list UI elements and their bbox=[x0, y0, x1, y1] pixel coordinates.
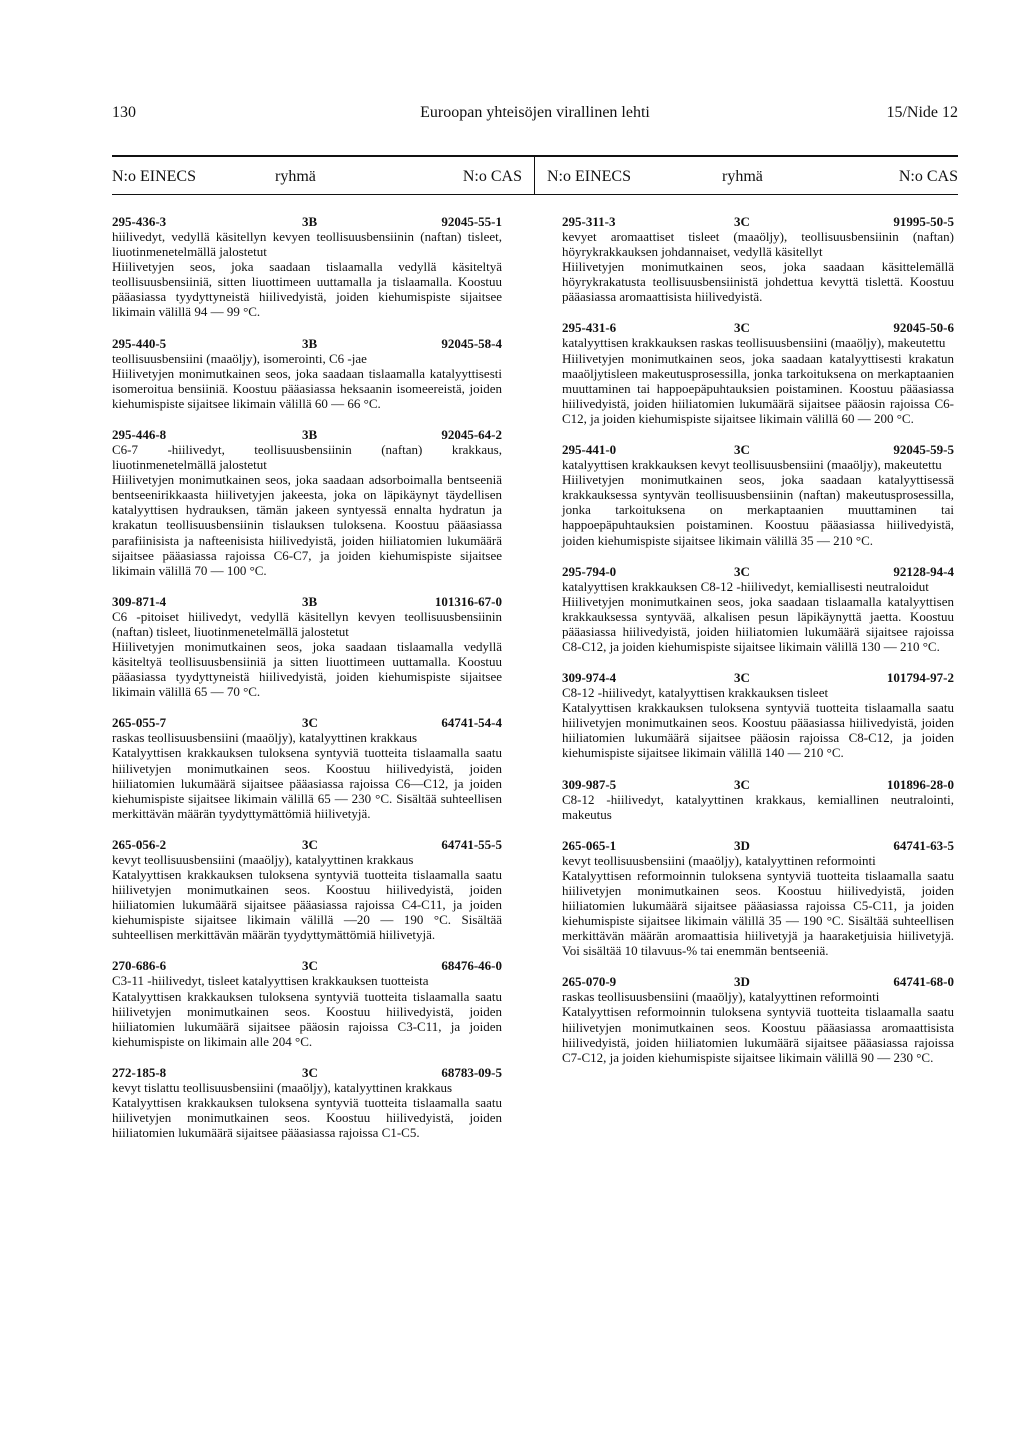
group-code: 3C bbox=[302, 958, 318, 974]
cas-number: 64741-63-5 bbox=[893, 837, 954, 853]
substance-description: Hiilivetyjen monimutkainen seos, joka saadaan tislaamalla katalyyttisen krakkauksessa syntyvää, alkalisen pesun läpikäynyttä jaetta. Koostuu pääasiassa hiilivedyistä, joiden hiiliatomien lukumäärä sijaitsee rajoissa C8-C12, ja joiden kiehumispiste sijaitsee likimain välillä 130 — 210 °C. bbox=[562, 593, 954, 654]
cas-heading: N:o CAS bbox=[462, 168, 522, 185]
substance-description: Katalyyttisen krakkauksen tuloksena syntyviä tuotteita tislaamalla saatu hiilivetyjen monimutkainen seos. Koostuu pääasiassa hiilivedyistä, joiden hiiliatomien lukumäärä sijaitsee pääosin rajoissa C8-C12, ja joiden kiehumispiste sijaitsee likimain välillä 140 — 210 °C. bbox=[562, 700, 954, 761]
entry-header bbox=[562, 320, 954, 335]
einecs-number: 270-686-6 bbox=[112, 958, 167, 974]
right-column-header bbox=[547, 168, 958, 190]
cas-heading: N:o CAS bbox=[898, 168, 958, 185]
left-column-header bbox=[112, 168, 522, 190]
group-code: 3B bbox=[302, 335, 318, 351]
journal-title: Euroopan yhteisöjen virallinen lehti bbox=[420, 104, 650, 121]
einecs-number: 272-185-8 bbox=[112, 1064, 167, 1080]
cas-number: 92045-64-2 bbox=[441, 426, 502, 442]
group-code: 3D bbox=[734, 837, 750, 853]
einecs-number: 265-070-9 bbox=[562, 974, 617, 990]
substance-entry bbox=[112, 594, 502, 700]
einecs-number: 295-436-3 bbox=[112, 214, 167, 229]
substance-description: Hiilivetyjen seos, joka saadaan tislaamalla vedyllä käsiteltyä teollisuusbensiiniä, sitten liuottimeen uuttamalla ja tislaamalla. Koostuu pääasiassa tyydyttyneistä hiilivedyistä, joiden kiehumispiste sijaitsee likimain välillä 94 — 99 °C. bbox=[112, 259, 502, 320]
cas-number: 101794-97-2 bbox=[886, 670, 954, 686]
substance-description: Katalyyttisen krakkauksen tuloksena syntyviä tuotteita tislaamalla saatu hiilivetyjen monimutkainen seos. Koostuu hiilivedyistä, joiden hiiliatomien lukumäärä sijaitsee pääosin rajoissa C3-C11, ja joiden kiehumispiste on likimain alle 204 °C. bbox=[112, 988, 502, 1049]
substance-entry bbox=[112, 837, 502, 943]
einecs-number: 295-441-0 bbox=[562, 442, 617, 458]
einecs-number: 295-311-3 bbox=[562, 214, 616, 229]
einecs-number: 309-974-4 bbox=[562, 670, 617, 686]
einecs-number: 295-446-8 bbox=[112, 426, 167, 442]
substance-name: hiilivedyt, vedyllä käsitellyn kevyen teollisuusbensiinin (naftan) tisleet, liuotinmenetelmällä jalostetut bbox=[112, 229, 502, 260]
group-code: 3B bbox=[302, 593, 318, 609]
group-heading: ryhmä bbox=[722, 168, 763, 185]
cas-number: 64741-54-4 bbox=[441, 715, 502, 731]
substance-entry bbox=[562, 838, 954, 959]
entry-header bbox=[112, 837, 502, 852]
substance-entry bbox=[562, 214, 954, 304]
cas-number: 92045-58-4 bbox=[441, 335, 502, 351]
cas-number: 68783-09-5 bbox=[441, 1064, 502, 1080]
group-code: 3C bbox=[302, 836, 318, 852]
group-code: 3C bbox=[734, 320, 750, 336]
substance-name: teollisuusbensiini (maaöljy), isomerointi, C6 -jae bbox=[112, 350, 367, 366]
substance-name: kevyt teollisuusbensiini (maaöljy), katalyyttinen reformointi bbox=[562, 852, 876, 868]
einecs-heading: N:o EINECS bbox=[547, 168, 631, 185]
substance-entry bbox=[562, 670, 954, 760]
substance-description: Hiilivetyjen monimutkainen seos, joka saadaan katalyyttisesti krakatun maaöljytisleen makeutusprosessilla, jonka tarkoituksena on merkaptaanien muuttaminen tai happoepäpuhtauksien poistaminen. Koostuu pääasiassa hiilivedyistä, joiden hiiliatomien lukumäärä sijaitsee pääosin rajoissa C6-C12, ja joiden kiehumispiste sijaitsee likimain välillä 60 — 200 °C. bbox=[562, 350, 954, 426]
einecs-number: 295-431-6 bbox=[562, 320, 617, 336]
cas-number: 64741-68-0 bbox=[893, 974, 954, 990]
right-column bbox=[562, 214, 954, 1081]
substance-name: kevyet aromaattiset tisleet (maaöljy), teollisuusbensiinin (naftan) höyrykrakkauksen johdannaiset, vedyllä käsitellyt bbox=[562, 229, 954, 260]
entry-header bbox=[562, 670, 954, 685]
substance-entry bbox=[112, 336, 502, 411]
substance-description: Katalyyttisen reformoinnin tuloksena syntyviä tuotteita tislaamalla saatu hiilivetyjen monimutkainen seos. Koostuu hiilivedyistä, joiden hiiliatomien lukumäärä sijaitsee pääasiassa rajoissa C5-C11, ja joiden kiehumispiste sijaitsee likimain välillä 35 — 190 °C. Sisältää suhteellisen merkittävän määrän aromaattisia hiilivetyjä ja haaraketjuisia hiilivetyjä. Voi sisältää 10 tilavuus-% tai enemmän bentseeniä. bbox=[562, 867, 954, 959]
entry-header bbox=[112, 214, 502, 229]
substance-description: Katalyyttisen reformoinnin tuloksena syntyviä tuotteita tislaamalla saatu hiilivetyjen monimutkainen seos. Koostuu pääasiassa aromaattisista hiilivedyistä, joiden hiiliatomien lukumäärä sijaitsee pääasiassa rajoissa C7-C12, ja joiden kiehumispiste sijaitsee likimain välillä 90 — 230 °C. bbox=[562, 1004, 954, 1065]
einecs-number: 265-056-2 bbox=[112, 836, 167, 852]
cas-number: 92045-55-1 bbox=[441, 214, 502, 229]
group-code: 3C bbox=[302, 715, 318, 731]
entry-header bbox=[562, 442, 954, 457]
entry-header bbox=[562, 974, 954, 989]
cas-number: 92045-50-6 bbox=[893, 320, 954, 336]
running-header bbox=[112, 104, 958, 126]
substance-name: C8-12 -hiilivedyt, katalyyttinen krakkaus, kemiallinen neutralointi, makeutus bbox=[562, 791, 954, 822]
substance-description: Hiilivetyjen monimutkainen seos, joka saadaan tislaamalla katalyyttisesti isomeroitua bensiiniä. Koostuu pääasiassa heksaanin isomeereistä, joiden kiehumispiste sijaitsee likimain välillä 60 — 66 °C. bbox=[112, 365, 502, 411]
cas-number: 101316-67-0 bbox=[434, 593, 502, 609]
einecs-number: 295-440-5 bbox=[112, 335, 167, 351]
group-code: 3B bbox=[302, 426, 318, 442]
entry-header bbox=[562, 564, 954, 579]
substance-name: kevyt teollisuusbensiini (maaöljy), katalyyttinen krakkaus bbox=[112, 851, 414, 867]
substance-name: C6-7 -hiilivedyt, teollisuusbensiinin (naftan) krakkaus, liuotinmenetelmällä jalostetut bbox=[112, 441, 502, 473]
left-column bbox=[112, 214, 502, 1156]
substance-name: katalyyttisen krakkauksen kevyt teollisuusbensiini (maaöljy), makeutettu bbox=[562, 457, 942, 473]
einecs-number: 295-794-0 bbox=[562, 563, 617, 579]
cas-number: 92045-59-5 bbox=[893, 442, 954, 458]
cas-number: 68476-46-0 bbox=[441, 958, 502, 974]
cas-number: 64741-55-5 bbox=[441, 836, 502, 852]
group-code: 3C bbox=[734, 670, 750, 686]
substance-entry bbox=[112, 958, 502, 1048]
entry-header bbox=[112, 336, 502, 351]
substance-entry bbox=[562, 974, 954, 1064]
column-divider bbox=[534, 155, 535, 194]
group-code: 3C bbox=[734, 563, 750, 579]
substance-entry bbox=[562, 442, 954, 548]
substance-name: C3-11 -hiilivedyt, tisleet katalyyttisen krakkauksen tuotteista bbox=[112, 973, 429, 989]
cas-number: 92128-94-4 bbox=[893, 563, 954, 579]
substance-name: raskas teollisuusbensiini (maaöljy), katalyyttinen krakkaus bbox=[112, 730, 418, 746]
entry-header bbox=[562, 777, 954, 792]
group-code: 3B bbox=[302, 214, 318, 229]
group-code: 3C bbox=[734, 214, 750, 229]
group-code: 3C bbox=[734, 776, 750, 792]
substance-description: Hiilivetyjen monimutkainen seos, joka saadaan adsorboimalla bentseeniä bentseenirikkaasta hiilivetyjen jakeesta, joka on läpikäynyt täydellisen katalyyttisen hydrauksen, tämän jakeen syntyessä ennalta hydratun ja krakatun teollisuusbensiinin tislauksen tuloksena. Koostuu pääasiassa parafiinisista ja nafteenisista hiilivedyistä, joiden hiiliatomien lukumäärä sijaitsee pääasiassa rajoissa C6-C7, ja joiden kiehumispiste sijaitsee likimain välillä 70 — 100 °C. bbox=[112, 472, 502, 578]
substance-name: raskas teollisuusbensiini (maaöljy), katalyyttinen reformointi bbox=[562, 989, 880, 1005]
entry-header bbox=[112, 594, 502, 609]
substance-entry bbox=[112, 427, 502, 578]
entry-header bbox=[112, 1065, 502, 1080]
entry-header bbox=[112, 958, 502, 973]
substance-entry bbox=[562, 564, 954, 654]
group-code: 3C bbox=[302, 1064, 318, 1080]
group-heading: ryhmä bbox=[275, 168, 316, 185]
column-header-rule bbox=[112, 194, 958, 195]
einecs-heading: N:o EINECS bbox=[112, 168, 196, 185]
entry-header bbox=[112, 715, 502, 730]
substance-description: Katalyyttisen krakkauksen tuloksena syntyviä tuotteita tislaamalla saatu hiilivetyjen monimutkainen seos. Koostuu hiilivedyistä, joiden hiiliatomien lukumäärä sijaitsee pääasiassa rajoissa C1-C5. bbox=[112, 1095, 502, 1141]
entry-header bbox=[562, 838, 954, 853]
substance-description: Katalyyttisen krakkauksen tuloksena syntyviä tuotteita tislaamalla saatu hiilivetyjen monimutkainen seos. Koostuu hiilivedyistä, joiden hiiliatomien lukumäärä sijaitsee pääasiassa rajoissa C4-C11, ja joiden kiehumispiste sijaitsee likimain välillä —20 — 190 °C. Sisältää suhteellisen merkittävän määrän tyydyttymättömiä hiilivetyjä. bbox=[112, 867, 502, 943]
substance-entry bbox=[112, 715, 502, 821]
substance-description: Hiilivetyjen monimutkainen seos, joka saadaan katalyyttisessä krakkauksessa syntyvän teollisuusbensiinin (naftan) makeutusprosessilla, jonka tarkoituksena on merkaptaanien muuttaminen tai happoepäpuhtauksien poistaminen. Koostuu pääasiassa hiilivedyistä, joiden kiehumispiste sijaitsee likimain välillä 35 — 210 °C. bbox=[562, 472, 954, 548]
einecs-number: 265-065-1 bbox=[562, 837, 617, 853]
substance-entry bbox=[112, 214, 502, 320]
entry-header bbox=[562, 214, 954, 229]
substance-entry bbox=[562, 320, 954, 426]
group-code: 3D bbox=[734, 974, 750, 990]
substance-description: Hiilivetyjen monimutkainen seos, joka saadaan käsittelemällä höyrykrakatusta teollisuusbensiinistä johdettua kevyttä tislettä. Koostuu pääasiassa aromaattisista hiilivedyistä. bbox=[562, 259, 954, 305]
substance-name: katalyyttisen krakkauksen raskas teollisuusbensiini (maaöljy), makeutettu bbox=[562, 335, 946, 351]
substance-description: Hiilivetyjen monimutkainen seos, joka saadaan tislaamalla vedyllä käsiteltyä teollisuusbensiiniä ja sitten liuottimeen uuttamalla. Koostuu pääasiassa tyydyttyneistä hiilivedyistä, joiden kiehumispiste sijaitsee likimain välillä 65 — 70 °C. bbox=[112, 638, 502, 700]
substance-entry bbox=[562, 777, 954, 822]
einecs-number: 265-055-7 bbox=[112, 715, 167, 731]
group-code: 3C bbox=[734, 442, 750, 458]
einecs-number: 309-987-5 bbox=[562, 776, 617, 792]
substance-name: kevyt tislattu teollisuusbensiini (maaöljy), katalyyttinen krakkaus bbox=[112, 1079, 453, 1095]
entry-header bbox=[112, 427, 502, 442]
substance-name: katalyyttisen krakkauksen C8-12 -hiilivedyt, kemiallisesti neutraloidut bbox=[562, 578, 929, 594]
page-number: 130 bbox=[112, 104, 136, 121]
cas-number: 101896-28-0 bbox=[886, 776, 954, 792]
substance-name: C8-12 -hiilivedyt, katalyyttisen krakkauksen tisleet bbox=[562, 685, 829, 701]
substance-entry bbox=[112, 1065, 502, 1140]
substance-name: C6 -pitoiset hiilivedyt, vedyllä käsitellyn kevyen teollisuusbensiinin (naftan) tisleet, liuotinmenetelmällä jalostetut bbox=[112, 608, 502, 639]
issue-label: 15/Nide 12 bbox=[886, 104, 958, 121]
substance-description: Katalyyttisen krakkauksen tuloksena syntyviä tuotteita tislaamalla saatu hiilivetyjen monimutkainen seos. Koostuu hiilivedyistä, joiden hiiliatomien lukumäärä sijaitsee pääasiassa rajoissa C6—C12, ja joiden kiehumispiste sijaitsee likimain välillä 65 — 230 °C. Sisältää suhteellisen merkittävän määrän tyydyttymättömiä hiilivetyjä. bbox=[112, 745, 502, 821]
top-rule bbox=[112, 155, 958, 157]
cas-number: 91995-50-5 bbox=[893, 214, 954, 229]
einecs-number: 309-871-4 bbox=[112, 593, 167, 609]
